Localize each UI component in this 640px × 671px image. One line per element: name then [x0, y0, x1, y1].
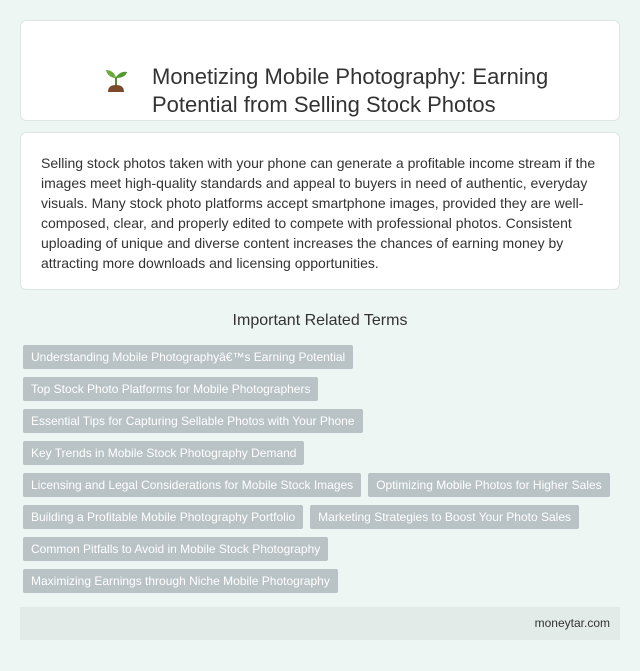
terms-heading: Important Related Terms — [232, 312, 408, 329]
header-card — [20, 20, 620, 121]
term-tag[interactable]: Marketing Strategies to Boost Your Photo Sales — [310, 505, 579, 529]
footer-site-link[interactable]: moneytar.com — [534, 616, 610, 630]
intro-text: Selling stock photos taken with your phone can generate a profitable income stream if the images meet high-quality standards and appeal to buyers in need of authentic, everyday visuals. Many stock photo platforms accept smartphone images, provided they are well-composed, clear, and properly edited to compete with professional photos. Consistent uploading of unique and diverse content increases the chances of earning money by attracting more downloads and licensing opportunities. — [41, 155, 596, 271]
intro-card — [20, 132, 620, 290]
term-tag[interactable]: Common Pitfalls to Avoid in Mobile Stock Photography — [23, 537, 328, 561]
term-tag[interactable]: Licensing and Legal Considerations for Mobile Stock Images — [23, 473, 361, 497]
footer — [20, 607, 620, 640]
term-tag[interactable]: Understanding Mobile Photographyâ€™s Earning Potential — [23, 345, 353, 369]
term-tag[interactable]: Top Stock Photo Platforms for Mobile Photographers — [23, 377, 318, 401]
page-title: Monetizing Mobile Photography: Earning Potential from Selling Stock Photos — [152, 64, 549, 117]
term-tag[interactable]: Optimizing Mobile Photos for Higher Sales — [368, 473, 609, 497]
term-tag[interactable]: Essential Tips for Capturing Sellable Photos with Your Phone — [23, 409, 363, 433]
related-terms-list — [23, 345, 620, 601]
term-tag[interactable]: Building a Profitable Mobile Photography Portfolio — [23, 505, 303, 529]
term-tag[interactable]: Maximizing Earnings through Niche Mobile Photography — [23, 569, 338, 593]
term-tag[interactable]: Key Trends in Mobile Stock Photography Demand — [23, 441, 304, 465]
sprout-icon — [101, 65, 131, 95]
